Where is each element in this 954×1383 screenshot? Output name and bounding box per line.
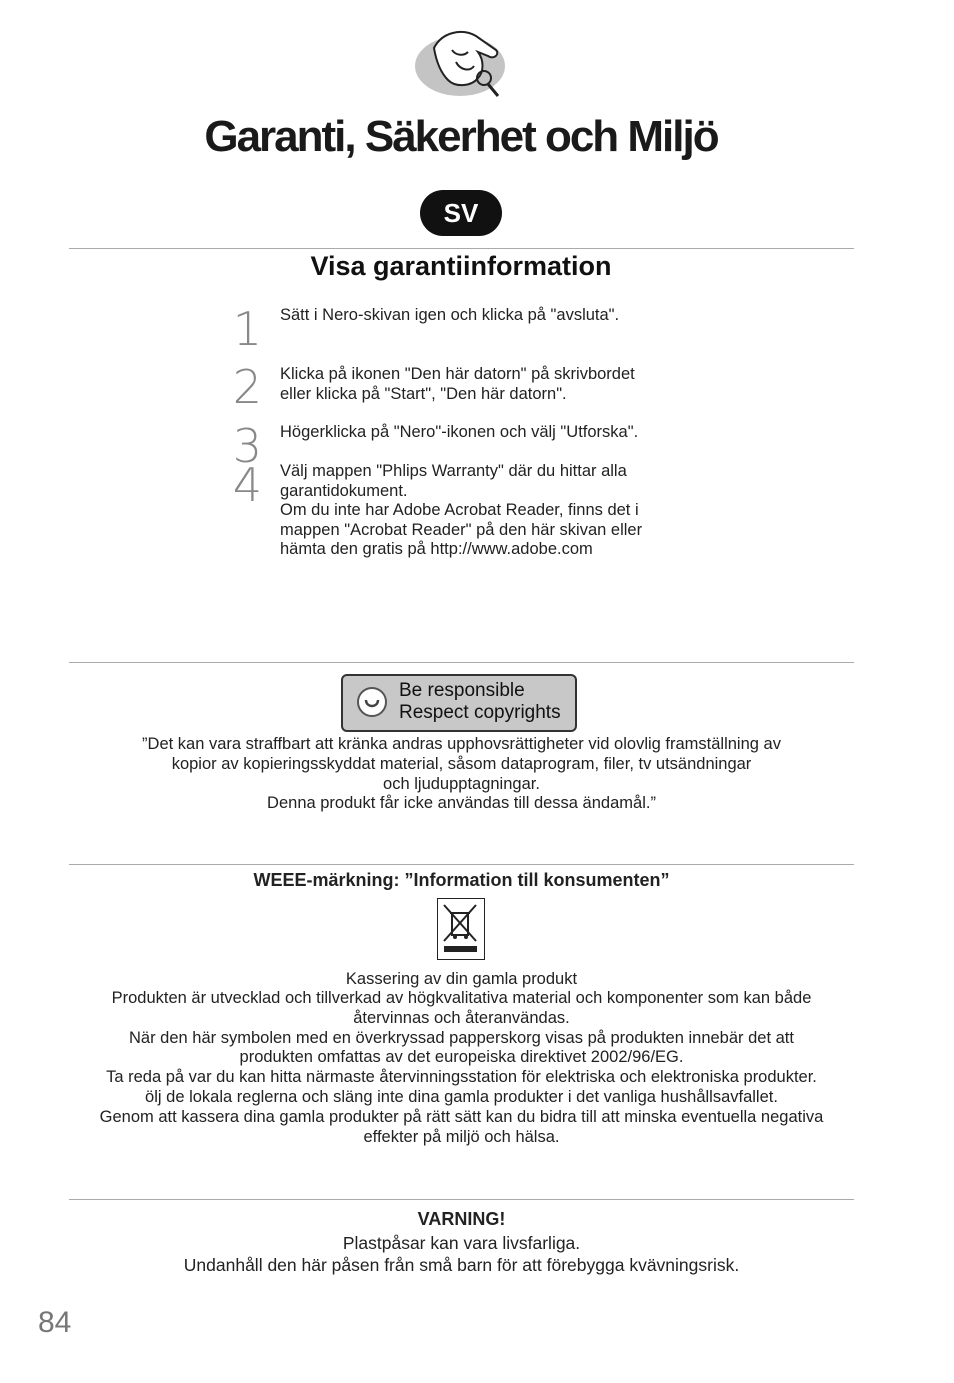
warning-heading: VARNING! — [417, 1209, 506, 1229]
divider — [69, 1199, 854, 1200]
page-number: 84 — [38, 1306, 72, 1339]
weee-text: Produkten är utvecklad och tillverkad av högkvalitativa material och komponenter som kan både återvinnas och återanvändas. När den här symbolen med en överkryssad papperskorg visas på produkten innebär det att produkten omfattas av det europeiska direktivet 2002/96/EG. Ta reda på var du kan hitta närmaste återvinningsstation för elektriska och elektroniska produkter. ölj de lokala reglerna och släng inte dina gamla produkter i det vanliga hushållsavfallet. Genom att kassera dina gamla produkter på rätt sätt kan du bidra till att minska eventuella negativa effekter på miljö och hälsa. — [99, 989, 824, 1146]
language-badge: SV — [420, 190, 502, 236]
step-number: 4 — [232, 458, 262, 512]
copyright-text: ”Det kan vara straffbart att kränka andras upphovsrättigheter vid olovlig framställning av kopior av kopieringsskyddat material, såsom dataprogram, filer, tv utsändningar och ljudupptagningar. Denna produkt får icke användas till dessa ändamål.” — [142, 735, 781, 813]
weee-heading: WEEE-märkning: ”Information till konsumenten” — [253, 870, 670, 890]
warranty-heading: Visa garantiinformation — [310, 251, 612, 281]
weee-subheading: Kassering av din gamla produkt — [345, 970, 578, 988]
step-number: 2 — [232, 360, 262, 414]
step-text: Högerklicka på "Nero"-ikonen och välj "Utforska". — [280, 423, 639, 441]
badge-line: Be responsible — [399, 680, 525, 701]
step-number: 3 — [232, 419, 262, 473]
pointing-hand-icon — [412, 26, 508, 100]
smile-circle-icon — [357, 687, 387, 717]
step-text: Sätt i Nero-skivan igen och klicka på "avsluta". — [280, 306, 620, 324]
step-number: 1 — [232, 302, 262, 356]
divider — [69, 864, 854, 865]
badge-line: Respect copyrights — [399, 702, 561, 723]
divider — [69, 248, 854, 249]
divider — [69, 662, 854, 663]
page-title: Garanti, Säkerhet och Miljö — [204, 112, 718, 161]
warning-text: Plastpåsar kan vara livsfarliga. Undanhåll den här påsen från små barn för att förebygga kvävningsrisk. — [183, 1233, 740, 1275]
step-text: Välj mappen "Phlips Warranty" där du hittar alla garantidokument. Om du inte har Adobe Acrobat Reader, finns det i mappen "Acrobat Reader" på den här skivan eller hämta den gratis på http://www.adobe.com — [280, 462, 643, 558]
crossed-out-wheelie-bin-icon — [437, 898, 485, 960]
copyright-badge — [341, 674, 577, 732]
step-text: Klicka på ikonen "Den här datorn" på skrivbordet eller klicka på "Start", "Den här datorn". — [280, 365, 635, 403]
